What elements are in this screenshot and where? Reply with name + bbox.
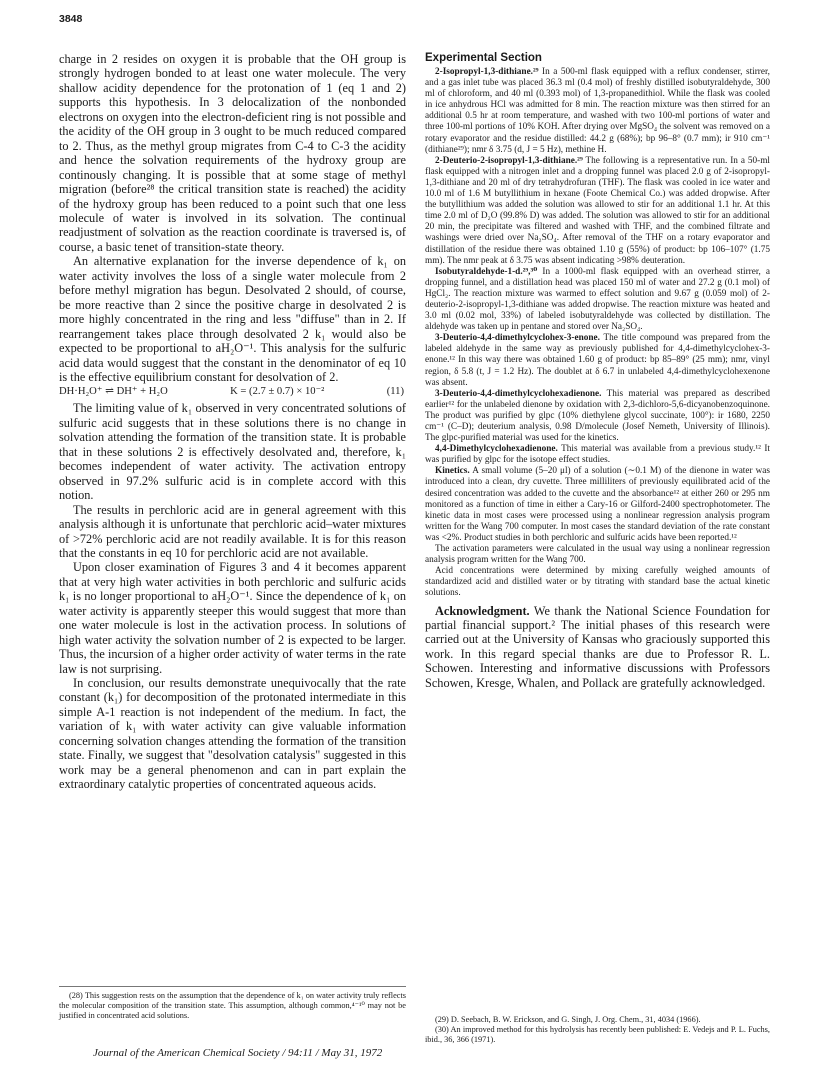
equation-lhs: DH·H₂O⁺ ⇌ DH⁺ + H₂O xyxy=(59,386,168,398)
body-paragraph: The results in perchloric acid are in general agreement with this analysis although it is unfortunate that perchloric acid–water mixtures of >72% perchloric acid are not readily available. It is for this reason that the constants in eq 10 for perchloric acid are not available. xyxy=(59,502,406,560)
compound-heading: 3-Deuterio-4,4-dimethylcyclohex-3-enone. xyxy=(435,333,600,344)
experimental-paragraph xyxy=(425,566,770,599)
journal-footer: Journal of the American Chemical Society / 94:11 / May 31, 1972 xyxy=(93,1047,383,1059)
paragraph-text: The title compound was prepared from the labeled aldehyde in the same way as previously published for 4,4-dimethylcyclohex-3-enone.¹² In this way there was obtained 1.60 g of product: bp 85–89° (25 mm); nmr, vinyl region, δ 5.8 (t, J = 1.2 Hz). The doublet at δ 6.7 in unlabeled 4,4-dimethylcyclohexenone was absent. xyxy=(425,333,770,388)
section-title: Experimental Section xyxy=(425,52,542,64)
paragraph-text: This material was available from a previous study.¹² It was purified by glpc for the isotope effect studies. xyxy=(425,444,770,466)
footnotes-right xyxy=(425,1015,770,1044)
compound-heading: 2-Deuterio-2-isopropyl-1,3-dithiane.²⁹ xyxy=(435,155,583,166)
acknowledgment-text: We thank the National Science Foundation for partial financial support.² The initial phases of this research were carried out at the University of Kansas who graciously supported this work. In this regard special thanks are due to Professor R. L. Schowen. Interesting and informative discussions with Professors Schowen, Kresge, Whalen, and Pollack are gratefully acknowledged. xyxy=(425,603,770,690)
compound-heading: 2-Isopropyl-1,3-dithiane.²⁹ xyxy=(435,67,539,77)
left-column xyxy=(59,52,406,792)
paragraph-text: Acid concentrations were determined by mixing carefully weighed amounts of standardized acid and distilled water or by titrating with standard base the actual kinetic solutions. xyxy=(425,566,770,599)
compound-heading: 4,4-Dimethylcyclohexadienone. xyxy=(435,444,558,455)
footnote: (28) This suggestion rests on the assumption that the dependence of k₁ on water activity truly reflects the molecular composition of the transition state. This assumption, although common,⁴⁻¹⁰ may not be justified in concentrated acid solutions. xyxy=(59,991,406,1020)
experimental-paragraph xyxy=(425,156,770,267)
body-paragraph: An alternative explanation for the inverse dependence of k₁ on water activity involves the loss of a single water molecule from 2 before methyl migration has begun. Desolvated 2 should, of course, be more reactive than 2 since the positive charge in desolvated 2 is more highly concentrated in the ring and less "diffuse" than in 2. If rearrangement takes place through desolvated 2 k₁ would also be expected to be proportional to aH₂O⁻¹. This analysis for the sulfuric acid data would suggest that the constant in the denominator of eq 10 is the effective equilibrium constant for desolvation of 2. xyxy=(59,254,406,384)
paragraph-text: The following is a representative run. In a 50-ml flask equipped with a nitrogen inlet and a dropping funnel was placed 2.0 g of 2-isopropyl-1,3-dithiane and 20 ml of dry tetrahydrofuran (THF). The flask was cooled in ice water and 10.0 ml of 1.6 M butyllithium in hexane (Foote Chemical Co.) was added dropwise. After the butyllithium was added the solution was allowed to stir for an additional 1.1 hr. At this time 2.0 ml of D₂O (99.8% D) was added. The solution was allowed to stir for an additional 20 min, the precipitate was filtered and washed with THF, and the combined filtrate and washings were dried over Na₂SO₄. After removal of the THF on a rotary evaporator and distillation of the residue there was obtained 1.10 g (55%) of product: bp 106–107° (1.75 mm). The nmr peak at δ 3.75 was absent indicating >98% deuteration. xyxy=(425,155,770,266)
experimental-paragraph xyxy=(425,389,770,444)
compound-heading: 3-Deuterio-4,4-dimethylcyclohexadienone. xyxy=(435,388,602,399)
paragraph-text: The activation parameters were calculated in the usual way using a nonlinear regression analysis program written for the Wang 700. xyxy=(425,544,770,566)
paragraph-text: In a 1000-ml flask equipped with an overhead stirrer, a dropping funnel, and a distillation head was placed 150 ml of water and 27.2 g (0.1 mol) of HgCl₂. The reaction mixture was warmed to effect solution and 9.67 g (0.059 mol) of 2-deuterio-2-isopropyl-1,3-dithiane was added dropwise. The reaction mixture was heated and 3.0 ml (0.02 mol, 33%) of labeled isobutyraldehyde was collected by distillation. The aldehyde was taken up in pentane and stored over Na₂SO₄. xyxy=(425,266,771,333)
experimental-paragraph xyxy=(425,67,770,156)
equation-11 xyxy=(59,385,406,399)
experimental-paragraph xyxy=(425,333,770,388)
acknowledgment-heading: Acknowledgment. xyxy=(435,603,530,618)
footnote: (30) An improved method for this hydrolysis has recently been published: E. Vedejs and P. L. Fuchs, ibid., 36, 366 (1971). xyxy=(425,1024,770,1044)
body-paragraph: The limiting value of k₁ observed in very concentrated solutions of sulfuric acid suggests that in these solutions there is no change in solvation attending the formation of the transition state. It is probable that in these solutions 2 is effectively desolvated and, therefore, k₁ becomes independent of water activity. The activation entropy observed in 97.2% sulfuric acid is in complete accord with this notion. xyxy=(59,401,406,503)
experimental-paragraph xyxy=(425,466,770,544)
acknowledgment xyxy=(425,604,770,690)
body-paragraph: Upon closer examination of Figures 3 and 4 it becomes apparent that at very high water activities in both perchloric and sulfuric acids k₁ is no longer proportional to aH₂O⁻¹. Since the dependence of k₁ on water activity is apparently steeper this would suggest that more than one water molecule is lost in the activation process. In solutions of high water activity the solvation number of 2 is expected to be larger. Thus, the incursion of a higher order activity of water terms in the rate law is not surprising. xyxy=(59,560,406,676)
paragraph-text: A small volume (5–20 μl) of a solution (∼0.1 M) of the dienone in water was introduced into a clean, dry cuvette. Three milliliters of previously equilibrated acid of the desired concentration was added to the cuvette and the absorbance¹² at either 260 or 295 nm monitored as a function of time in either a Cary-16 or Gilford-2400 spectrophotometer. The kinetic data in most cases were processed using a nonlinear regression analysis program written for the Wang 700 computer. In most cases the standard deviation of the rate constant was <2%. Product studies in both perchloric and sulfuric acids have been reported.¹² xyxy=(425,466,771,543)
experimental-paragraph xyxy=(425,444,770,466)
footnotes-left xyxy=(59,986,406,1020)
right-column xyxy=(425,52,770,690)
experimental-paragraph xyxy=(425,544,770,566)
paragraph-text: In a 500-ml flask equipped with a reflux condenser, stirrer, and a gas inlet tube was placed 36.3 ml (0.4 mol) of freshly distilled isobutyraldehyde, 300 ml of chloroform, and 40 ml (0.393 mol) of 1,3-propanedithiol. While the flask was cooled in ice anhydrous HCl was admitted for 8 min. The reaction mixture was then stirred for an additional 0.5 hr at room temperature, and washed with two 100-ml portions of water and three 100-ml portions of 10% KOH. After drying over MgSO₄ the solvent was removed on a rotary evaporator and the residue distilled: 44.2 g (68%); bp 96–8° (0.7 mm); ir 910 cm⁻¹ (dithiane²⁹); nmr δ 3.75 (d, J = 5 Hz), methine H. xyxy=(425,67,770,155)
page-number: 3848 xyxy=(59,13,83,25)
body-paragraph: In conclusion, our results demonstrate unequivocally that the rate constant (k₁) for decomposition of the protonated intermediate in this simple A-1 reaction is not independent of the medium. In fact, the variation of k₁ with water activity can give valuable information concerning solvation changes attending the formation of the transition state. Finally, we suggest that "desolvation catalysis" suggested in this work may be a general phenomenon and can in part explain the extraordinary catalytic properties of concentrated aqueous acids. xyxy=(59,676,406,792)
compound-heading: Isobutyraldehyde-1-d.²⁹,³⁰ xyxy=(435,266,538,277)
equation-rhs: K = (2.7 ± 0.7) × 10⁻² xyxy=(230,386,325,398)
equation-number: (11) xyxy=(386,386,404,398)
compound-heading: Kinetics. xyxy=(435,466,470,477)
paragraph-text: This material was prepared as described earlier¹² for the unlabeled dienone by oxidation with 2,3-dichloro-5,6-dicyanobenzoquinone. The product was purified by glpc (10% diethylene glycol succinate, 100°): ir 1680, 2250 cm⁻¹ (C–D); deuterium analysis, 0.98 D/molecule (Josef Nemeth, University of Illinois). The glpc-purified material was used for the kinetics. xyxy=(425,388,770,444)
experimental-paragraph xyxy=(425,267,770,334)
footnote: (29) D. Seebach, B. W. Erickson, and G. Singh, J. Org. Chem., 31, 4034 (1966). xyxy=(435,1015,701,1024)
body-paragraph: charge in 2 resides on oxygen it is probable that the OH group is strongly hydrogen bonded to at least one water molecule. The very shallow acidity dependence for the protonation of 1 (eq 1 and 2) supports this hypothesis. In 3 delocalization of the nonbonded electrons on oxygen into the electron-deficient ring is not possible and the acidity of the OH group in 3 ought to be much reduced compared to 2. Thus, as the methyl group migrates from C-4 to C-3 the acidity and hence the solvation requirements of the hydroxy group are continously changing. It is possible that at some stage of methyl migration (before²⁸ the critical transition state is reached) the acidity of the hydroxy group has been reduced to a point such that one less molecule of water is involved in its solvation. The continual readjustment of solvation as the reaction coordinate is traversed is, of course, a basic tenet of transition-state theory. xyxy=(59,52,406,254)
